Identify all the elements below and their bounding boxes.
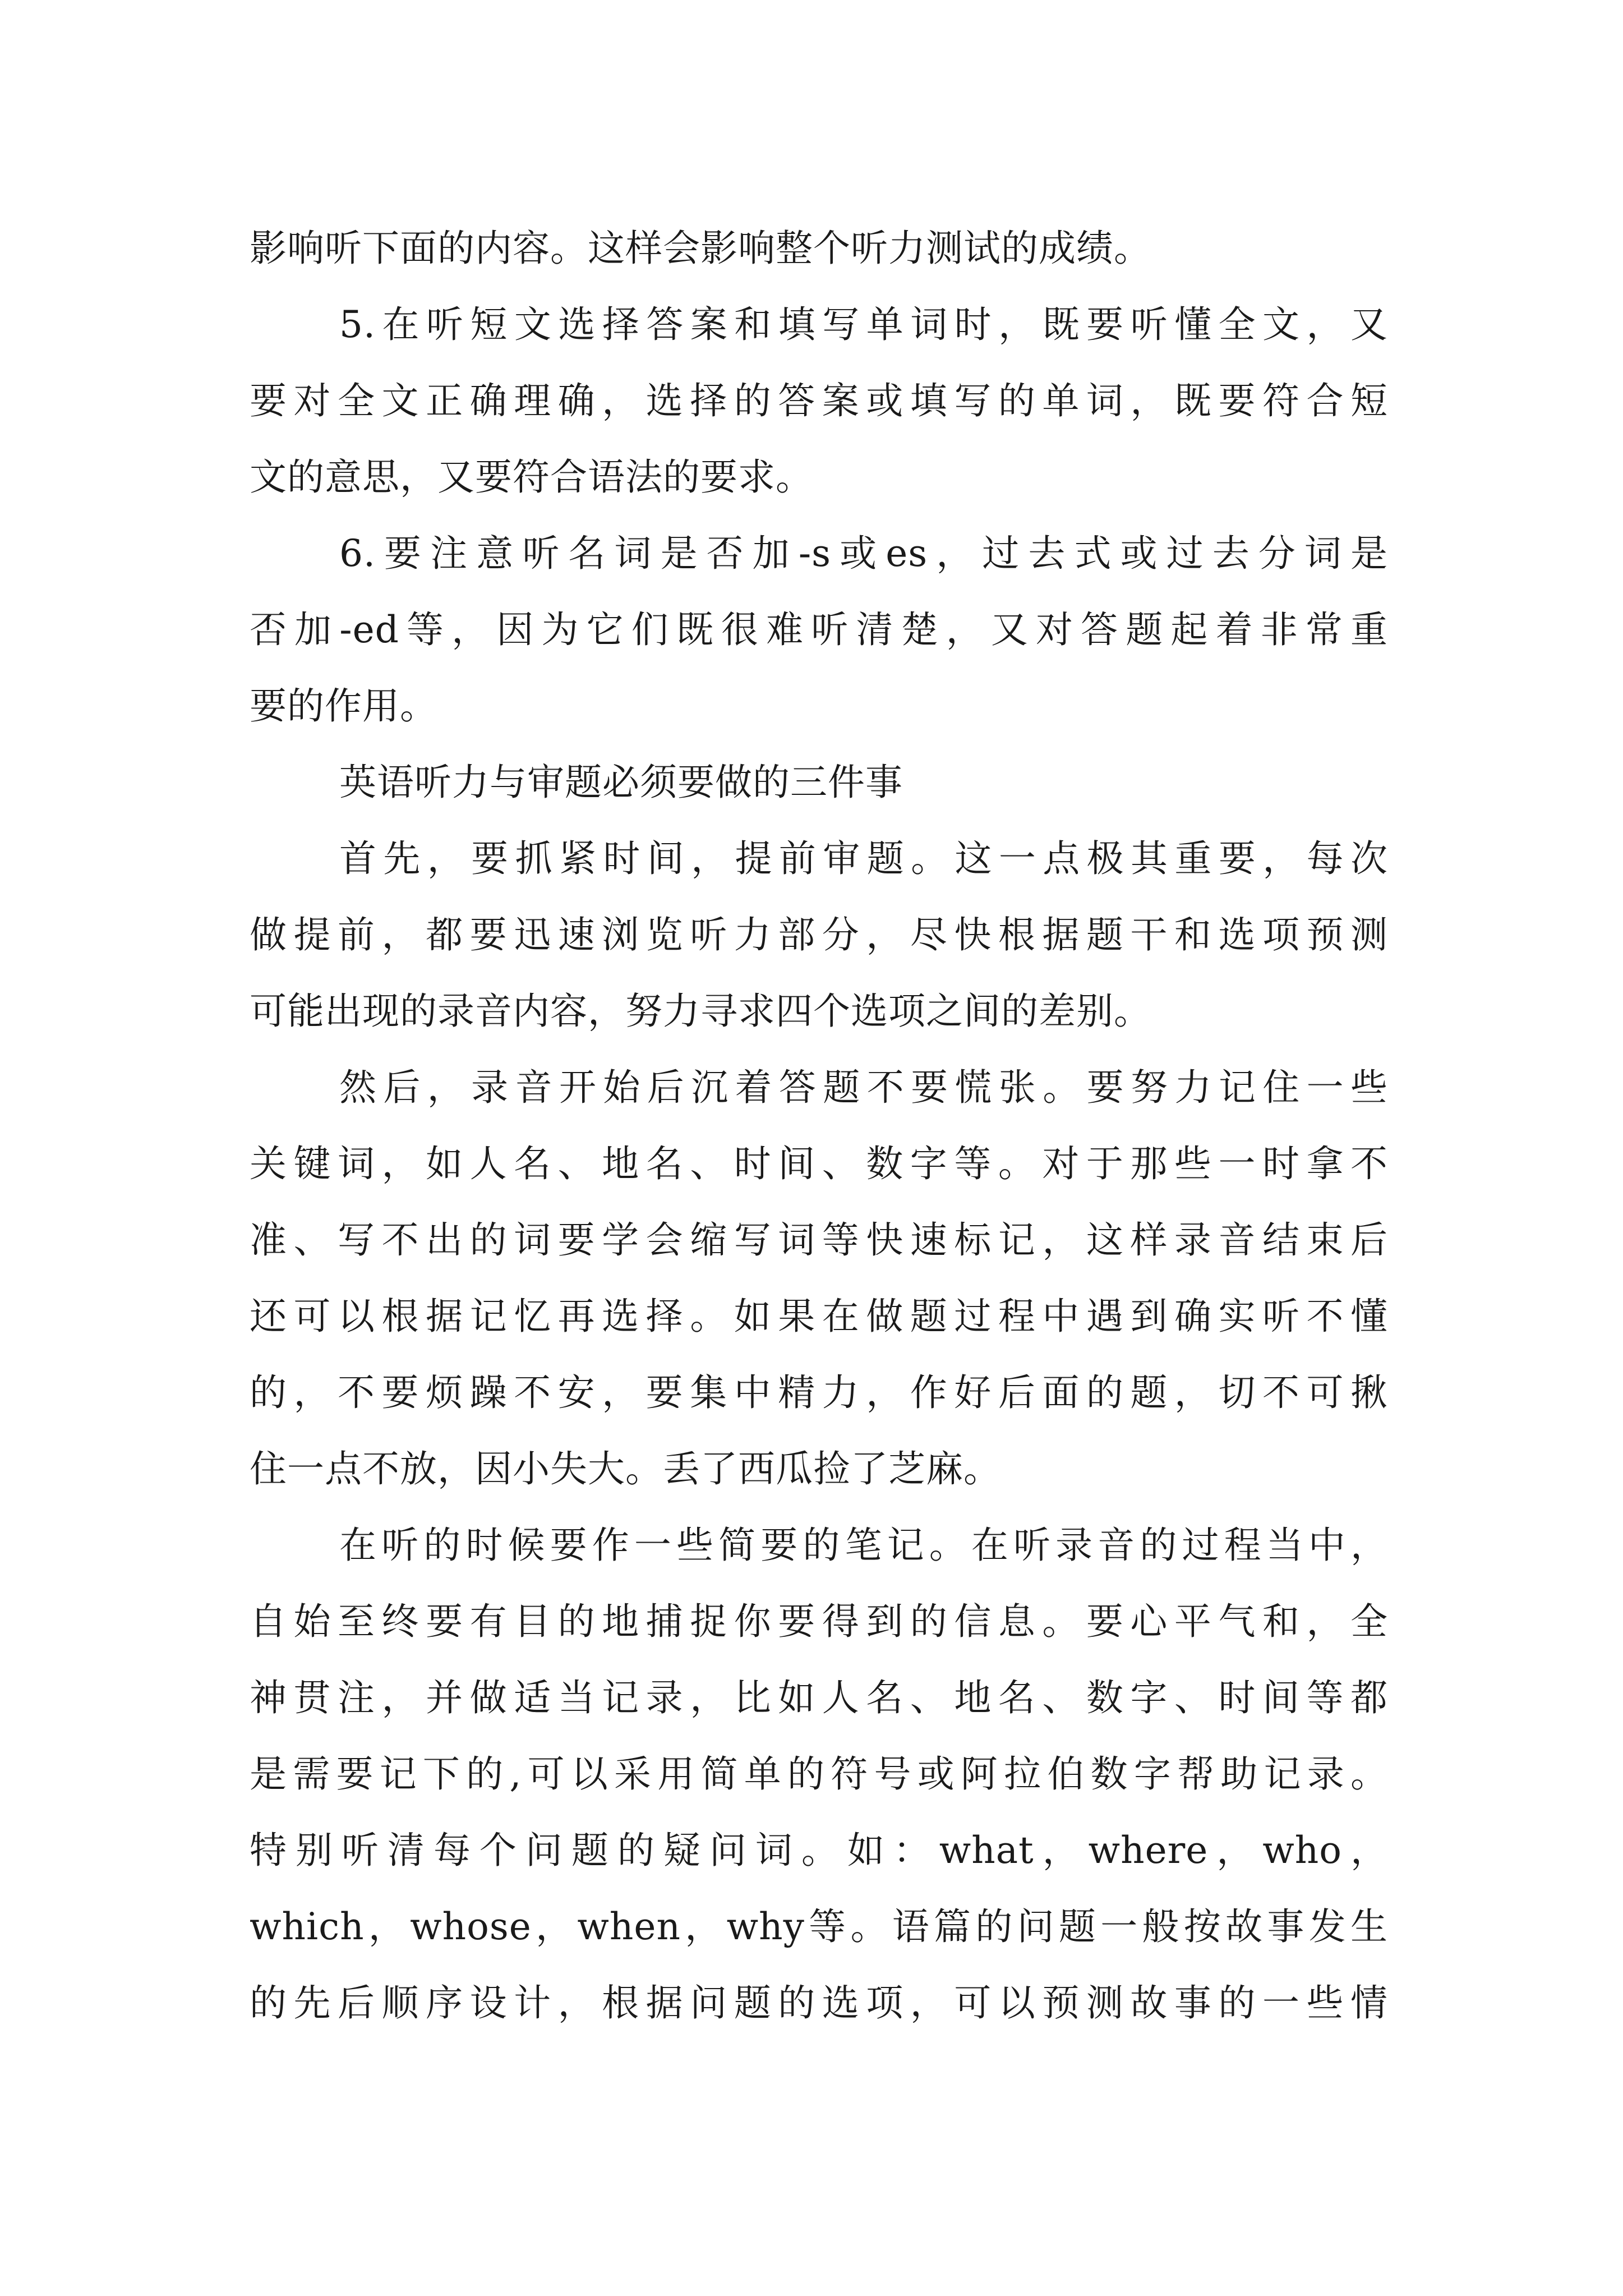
text-line: 关键词，如人名、地名、时间、数字等。对于那些一时拿不 xyxy=(250,1142,1388,1185)
text-line: 然后，录音开始后沉着答题不要慌张。要努力记住一些 xyxy=(339,1066,1388,1109)
text-line: 的，不要烦躁不安，要集中精力，作好后面的题，切不可揪 xyxy=(250,1371,1388,1414)
text-column xyxy=(250,210,1388,2041)
text-line: 6.要注意听名词是否加-s或es，过去式或过去分词是 xyxy=(339,532,1388,575)
text-line: 影响听下面的内容。这样会影响整个听力测试的成绩。 xyxy=(250,227,1151,270)
text-line: 首先，要抓紧时间，提前审题。这一点极其重要，每次 xyxy=(339,837,1388,880)
text-line: which，whose，when，why等。语篇的问题一般按故事发生 xyxy=(250,1905,1388,1948)
text-line: 可能出现的录音内容，努力寻求四个选项之间的差别。 xyxy=(250,990,1151,1033)
text-line: 要对全文正确理确，选择的答案或填写的单词，既要符合短 xyxy=(250,379,1388,422)
text-line: 做提前，都要迅速浏览听力部分，尽快根据题干和选项预测 xyxy=(250,913,1388,956)
text-line: 5.在听短文选择答案和填写单词时，既要听懂全文，又 xyxy=(339,303,1388,346)
text-line: 准、写不出的词要学会缩写词等快速标记，这样录音结束后 xyxy=(250,1218,1388,1262)
text-line: 要的作用。 xyxy=(250,684,437,728)
section-heading: 英语听力与审题必须要做的三件事 xyxy=(339,761,903,804)
text-line: 自始至终要有目的地捕捉你要得到的信息。要心平气和，全 xyxy=(250,1600,1388,1643)
text-line: 特别听清每个问题的疑问词。如：what，where，who， xyxy=(250,1829,1388,1872)
text-line: 住一点不放，因小失大。丢了西瓜捡了芝麻。 xyxy=(250,1447,1001,1490)
text-line: 在听的时候要作一些简要的笔记。在听录音的过程当中， xyxy=(339,1524,1388,1567)
text-line: 否加-ed等，因为它们既很难听清楚，又对答题起着非常重 xyxy=(250,608,1388,651)
text-line: 是需要记下的,可以采用简单的符号或阿拉伯数字帮助记录。 xyxy=(250,1752,1388,1796)
text-line: 文的意思，又要符合语法的要求。 xyxy=(250,455,813,499)
text-line: 神贯注，并做适当记录，比如人名、地名、数字、时间等都 xyxy=(250,1676,1388,1719)
text-line: 还可以根据记忆再选择。如果在做题过程中遇到确实听不懂 xyxy=(250,1295,1388,1338)
text-line: 的先后顺序设计，根据问题的选项，可以预测故事的一些情 xyxy=(250,1981,1388,2024)
